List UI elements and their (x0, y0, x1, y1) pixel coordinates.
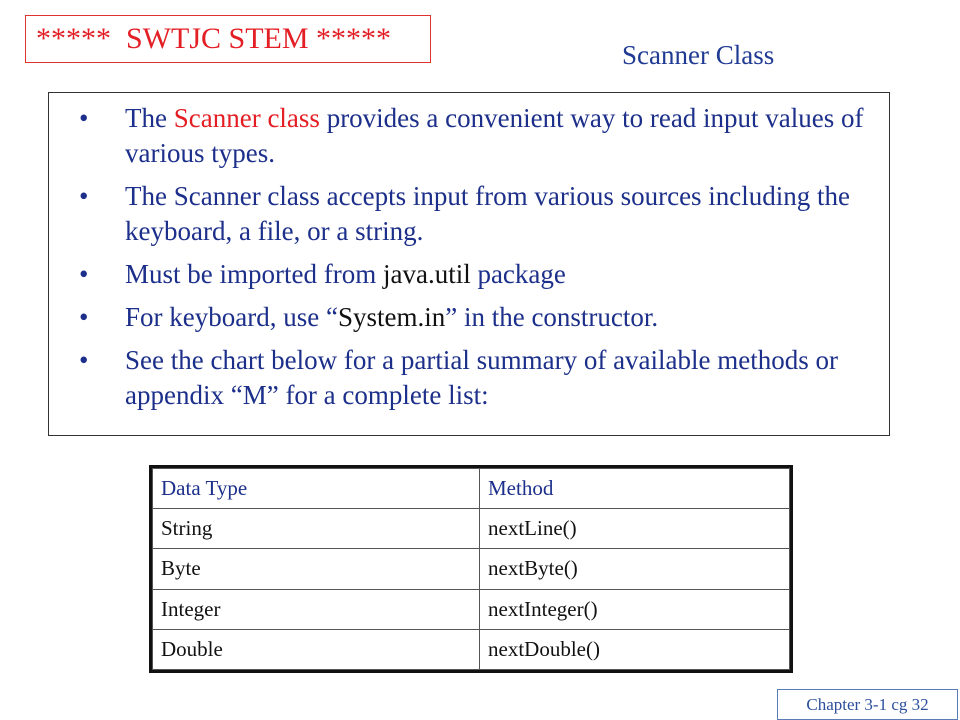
cell-method: nextDouble() (480, 629, 790, 669)
table-row (153, 629, 790, 669)
stem-banner: ***** SWTJC STEM ***** (25, 15, 431, 63)
cell-data-type: String (153, 509, 480, 549)
methods-table-frame (149, 465, 793, 673)
bullet-highlight-system-in: System.in (337, 302, 446, 332)
bullet-text-post: ” in the constructor. (445, 302, 659, 332)
bullet-item-input-sources (49, 179, 889, 249)
cell-method: nextLine() (480, 509, 790, 549)
cell-data-type: Integer (153, 589, 480, 629)
cell-method: nextInteger() (480, 589, 790, 629)
bullet-text-pre: Must be imported from (125, 259, 383, 289)
bullet-dot-icon: • (79, 302, 89, 332)
bullet-dot-icon: • (79, 181, 89, 211)
bullet-text-post: provides a convenient way to read input values of various types. (125, 103, 864, 168)
cell-method: nextByte() (480, 549, 790, 589)
bullet-dot-icon: • (79, 259, 89, 289)
bullet-item-scanner-class (49, 101, 889, 171)
bullet-text-pre: For keyboard, use “ (125, 302, 338, 332)
bullet-text-pre: The (125, 103, 174, 133)
table-row (153, 589, 790, 629)
slide-title: Scanner Class (622, 40, 775, 70)
bullet-item-system-in (49, 300, 889, 335)
table-row (153, 509, 790, 549)
cell-data-type: Byte (153, 549, 480, 589)
bullet-dot-icon: • (79, 345, 89, 375)
bullet-text-post: package (470, 259, 566, 289)
methods-table (152, 468, 790, 670)
bullet-text: See the chart below for a partial summary of available methods or appendix “M” for a complete list: (125, 345, 838, 410)
table-row (153, 549, 790, 589)
bullet-list (49, 101, 889, 421)
bullet-highlight-scanner-class: Scanner class (173, 103, 320, 133)
cell-data-type: Double (153, 629, 480, 669)
bullet-item-chart-reference (49, 343, 889, 413)
slide-footer: Chapter 3-1 cg 32 (777, 689, 958, 720)
header-method: Method (480, 469, 790, 509)
bullet-content-box (48, 92, 890, 436)
bullet-item-import (49, 257, 889, 292)
table-header-row (153, 469, 790, 509)
bullet-highlight-java-util: java.util (382, 259, 471, 289)
header-data-type: Data Type (153, 469, 480, 509)
bullet-dot-icon: • (79, 103, 89, 133)
bullet-text: The Scanner class accepts input from various sources including the keyboard, a file, or a string. (125, 181, 851, 246)
